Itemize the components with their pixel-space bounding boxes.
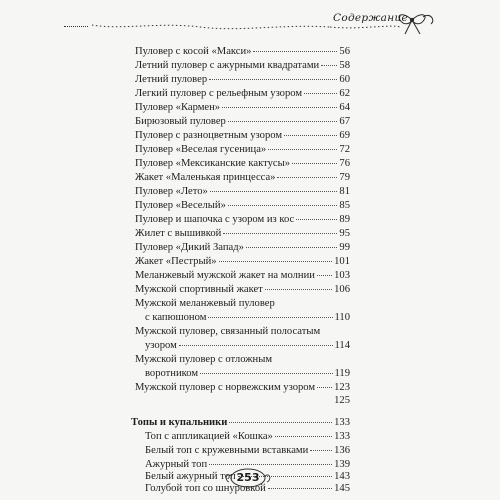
toc-entry-page: 89 bbox=[339, 214, 350, 225]
toc-entry-title: Бирюзовый пуловер bbox=[135, 116, 226, 127]
toc-entry-title: Пуловер и шапочка с узором из кос bbox=[135, 214, 295, 225]
toc-entry-title: Мужской спортивный жакет bbox=[135, 284, 263, 295]
toc-entry-page: 143 bbox=[334, 471, 350, 482]
toc-entry-title: Жилет с вышивкой bbox=[135, 228, 222, 239]
toc-entry-title: Белый ажурный топ bbox=[145, 471, 236, 482]
toc-entry-page: 101 bbox=[334, 256, 350, 267]
toc-entry-title: воротником bbox=[145, 368, 199, 379]
page-number: 253 bbox=[236, 471, 260, 484]
toc-entry-page: 60 bbox=[339, 74, 350, 85]
toc-entry-page: 64 bbox=[339, 102, 350, 113]
toc-entry-title: Голубой топ со шнуровкой bbox=[145, 483, 266, 494]
toc-entry-title: Пуловер «Дикий Запад» bbox=[135, 242, 244, 253]
toc-entry-title: Пуловер с разноцветным узором bbox=[135, 130, 283, 141]
toc-entry-title: узором bbox=[145, 340, 177, 351]
toc-entry-page: 67 bbox=[339, 116, 350, 127]
toc-entry-title: Пуловер «Кармен» bbox=[135, 102, 221, 113]
toc-entry-title: Мужской пуловер с норвежским узором bbox=[135, 382, 316, 393]
toc-entry-page: 81 bbox=[339, 186, 350, 197]
toc-entry-page: 110 bbox=[334, 312, 350, 323]
toc-entry-page: 136 bbox=[334, 445, 350, 456]
toc-entry-page: 114 bbox=[334, 340, 350, 351]
toc-entry-title-line1: Мужской меланжевый пуловер bbox=[135, 298, 275, 309]
toc-entry-page: 95 bbox=[339, 228, 350, 239]
toc-entry-page: 99 bbox=[339, 242, 350, 253]
toc-entry-page: 85 bbox=[339, 200, 350, 211]
toc-entry-page: 119 bbox=[334, 368, 350, 379]
toc-entry-page: 139 bbox=[334, 459, 350, 470]
toc-section-title: Топы и купальники bbox=[131, 417, 228, 428]
toc-entry-title: с капюшоном bbox=[145, 312, 207, 323]
toc-entry-page: 133 bbox=[334, 431, 350, 442]
toc-entry-title: Меланжевый мужской жакет на молнии bbox=[135, 270, 315, 281]
toc-entry-title-line1: Мужской пуловер с отложным bbox=[135, 354, 273, 365]
page-title: Содержание bbox=[333, 12, 409, 24]
toc-entry-title: Пуловер «Мексиканские кактусы» bbox=[135, 158, 291, 169]
toc-entry-title: Пуловер «Веселая гусеница» bbox=[135, 144, 267, 155]
toc-entry-title: Пуловер «Веселый» bbox=[135, 200, 226, 211]
toc-entry-page: 76 bbox=[339, 158, 350, 169]
toc-entry-title: Пуловер «Лето» bbox=[135, 186, 208, 197]
toc-entry-title: Жакет «Маленькая принцесса» bbox=[135, 172, 276, 183]
toc-entry-page: 56 bbox=[339, 46, 350, 57]
toc-entry-page: 62 bbox=[339, 88, 350, 99]
toc-entry-page: 145 bbox=[334, 483, 350, 494]
toc-entry-title: Летний пуловер с ажурными квадратами bbox=[135, 60, 320, 71]
toc-entry-page: 125 bbox=[334, 395, 350, 406]
toc-section-page: 133 bbox=[334, 417, 350, 428]
toc-entry-title: Легкий пуловер с рельефным узором bbox=[135, 88, 303, 99]
toc-entry-page: 123 bbox=[334, 382, 350, 393]
toc-entry-title: Топ с аппликацией «Кошка» bbox=[145, 431, 273, 442]
toc-entry-title: Летний пуловер bbox=[135, 74, 208, 85]
toc-entry-page: 79 bbox=[339, 172, 350, 183]
toc-entry-page: 106 bbox=[334, 284, 350, 295]
toc-entry-title-line1: Мужской пуловер, связанный полосатым bbox=[135, 326, 321, 337]
toc-entry-page: 69 bbox=[339, 130, 350, 141]
toc-entry-page: 103 bbox=[334, 270, 350, 281]
toc-entry-page: 58 bbox=[339, 60, 350, 71]
toc-entry-title: Жакет «Пестрый» bbox=[135, 256, 217, 267]
toc-entry-title: Белый топ с кружевными вставками bbox=[145, 445, 309, 456]
toc-entry-title: Пуловер с косой «Макси» bbox=[135, 46, 252, 57]
toc-entry-title: Ажурный топ bbox=[145, 459, 208, 470]
toc-entry-page: 72 bbox=[339, 144, 350, 155]
